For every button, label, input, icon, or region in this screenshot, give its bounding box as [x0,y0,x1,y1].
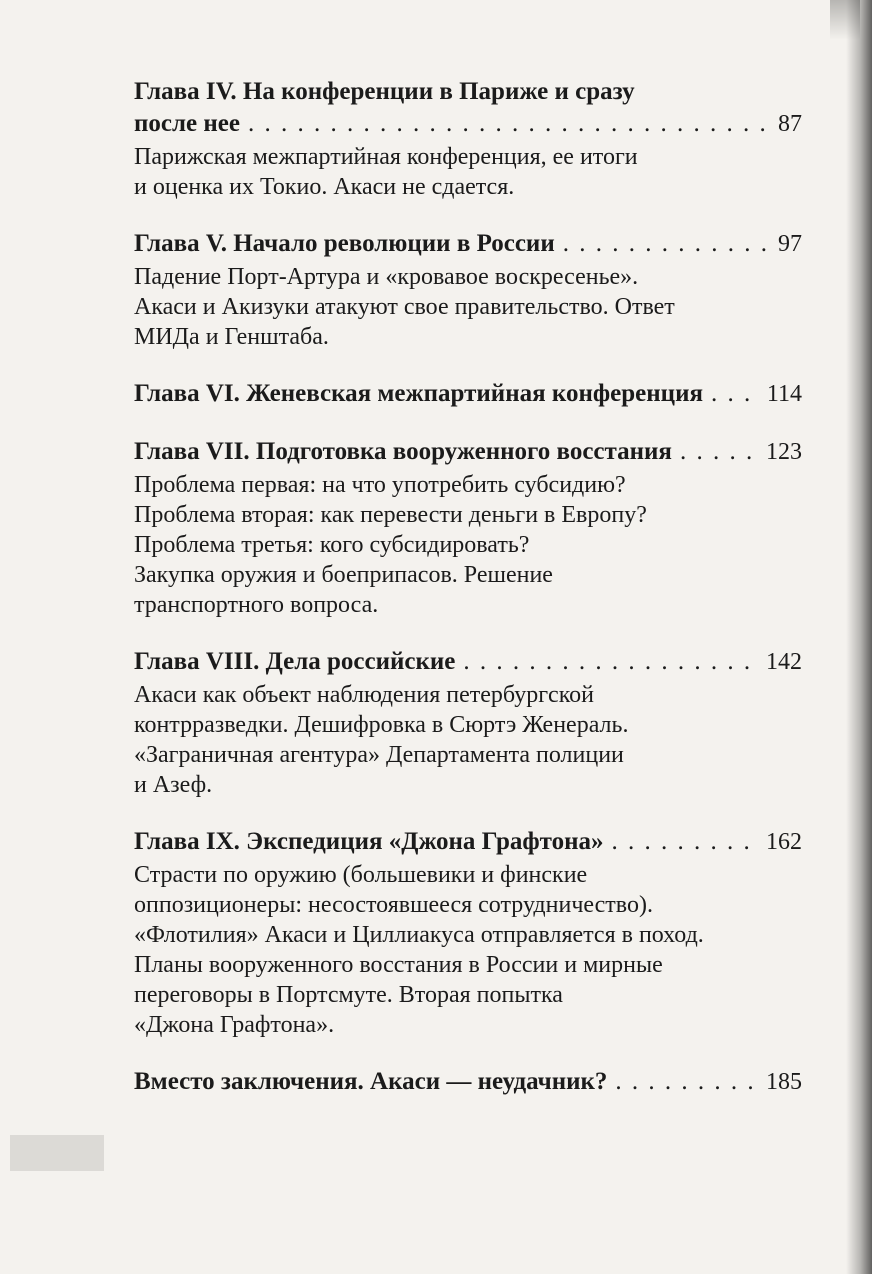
description-line: «Флотилия» Акаси и Циллиакуса отправляется в поход. [134,922,704,948]
chapter-heading: Глава IV. На конференции в Париже и сразу [134,78,635,105]
description-line: Падение Порт-Артура и «кровавое воскресенье». [134,264,639,290]
chapter-title: Глава V. Начало революции в России [134,230,555,257]
chapter-title-line[interactable] [134,378,802,410]
chapter-title: Глава VI. Женевская межпартийная конференция [134,380,704,407]
dot-leader [711,378,761,410]
chapter-title-line[interactable] [134,826,802,858]
dot-leader [463,646,760,678]
description-line: Планы вооруженного восстания в России и мирные [134,952,663,978]
description-line: Парижская межпартийная конференция, ее итоги [134,144,638,170]
toc-entry-chapter-9 [134,826,802,1040]
chapter-title: Вместо заключения. Акаси — неудачник? [134,1068,608,1095]
chapter-title-line[interactable] [134,228,802,260]
description-line: Закупка оружия и боеприпасов. Решение [134,562,553,588]
toc-entry-chapter-6 [134,378,802,410]
dot-leader [248,108,772,140]
page-number: 87 [778,111,802,137]
chapter-title: Глава VII. Подготовка вооруженного восстания [134,438,672,465]
description-line: и оценка их Токио. Акаси не сдается. [134,174,515,200]
page-number: 123 [766,439,802,465]
chapter-title: Глава IX. Экспедиция «Джона Графтона» [134,828,604,855]
page-number: 114 [766,381,802,407]
chapter-title: Глава VIII. Дела российские [134,648,456,675]
page-number: 142 [766,649,802,675]
description-line: Страсти по оружию (большевики и финские [134,862,588,888]
chapter-description [134,142,802,202]
toc-entry-conclusion [134,1066,802,1098]
toc-entry-chapter-8 [134,646,802,800]
description-line: переговоры в Портсмуте. Вторая попытка [134,982,563,1008]
page-number: 162 [766,829,802,855]
description-line: Акаси и Акизуки атакуют свое правительство. Ответ [134,294,675,320]
page-number: 185 [766,1069,802,1095]
chapter-title-line[interactable] [134,108,802,140]
dot-leader [615,1066,760,1098]
description-line: оппозиционеры: несостоявшееся сотрудничество). [134,892,653,918]
chapter-title-line[interactable] [134,1066,802,1098]
description-line: контрразведки. Дешифровка в Сюртэ Женераль. [134,712,629,738]
scan-artifact [10,1135,104,1171]
description-line: Акаси как объект наблюдения петербургской [134,682,594,708]
description-line: транспортного вопроса. [134,592,379,618]
dot-leader [563,228,772,260]
chapter-title-line[interactable] [134,646,802,678]
dot-leader [680,436,760,468]
page-edge-shadow [846,0,872,1274]
chapter-description [134,680,802,800]
table-of-contents [134,76,802,1098]
description-line: Проблема третья: кого субсидировать? [134,532,530,558]
toc-entry-chapter-7 [134,436,802,620]
chapter-description [134,860,802,1040]
description-line: Проблема первая: на что употребить субсидию? [134,472,626,498]
toc-entry-chapter-4 [134,76,802,202]
dot-leader [612,826,760,858]
chapter-description [134,262,802,352]
description-line: «Заграничная агентура» Департамента полиции [134,742,624,768]
chapter-description [134,470,802,620]
description-line: МИДа и Генштаба. [134,324,329,350]
description-line: и Азеф. [134,772,213,798]
page-number: 97 [778,231,802,257]
chapter-title-line[interactable] [134,436,802,468]
page-corner-shadow [830,0,860,40]
description-line: «Джона Графтона». [134,1012,335,1038]
toc-entry-chapter-5 [134,228,802,352]
chapter-title: после нее [134,110,240,137]
description-line: Проблема вторая: как перевести деньги в Европу? [134,502,647,528]
